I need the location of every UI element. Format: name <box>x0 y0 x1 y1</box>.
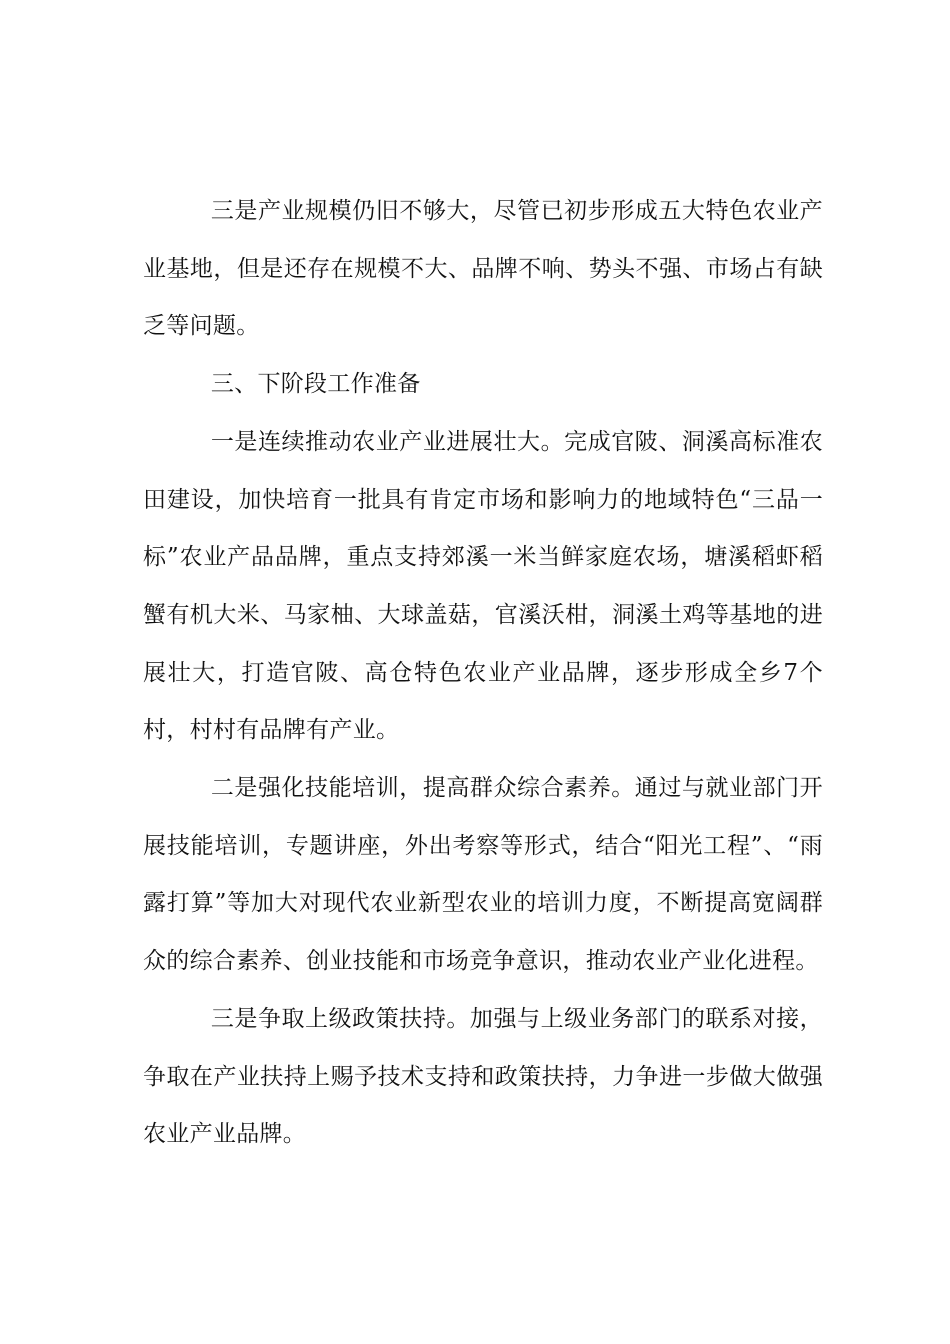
section-heading-next-stage: 三、下阶段工作准备 <box>210 371 421 398</box>
paragraph-policy-support: 三是争取上级政策扶持。加强与上级业务部门的联系对接，争取在产业扶持上赐予技术支持和政策扶持，力争进一步做大做强农业产业品牌。 <box>143 1005 823 1148</box>
document-body <box>143 183 823 1164</box>
paragraph-skills-training: 二是强化技能培训，提高群众综合素养。通过与就业部门开展技能培训，专题讲座，外出考察等形式，结合“阳光工程”、“雨露打算”等加大对现代农业新型农业的培训力度，不断提高宽阔群众的综合素养、创业技能和市场竞争意识，推动农业产业化进程。 <box>143 775 823 975</box>
paragraph-industry-scale: 三是产业规模仍旧不够大，尽管已初步形成五大特色农业产业基地，但是还存在规模不大、品牌不响、势头不强、市场占有缺乏等问题。 <box>143 198 823 340</box>
paragraph-industry-development: 一是连续推动农业产业进展壮大。完成官陂、洞溪高标准农田建设，加快培育一批具有肯定市场和影响力的地域特色“三品一标”农业产品品牌，重点支持郊溪一米当鲜家庭农场，塘溪稻虾稻蟹有机大米、马家柚、大球盖菇，官溪沃柑，洞溪土鸡等基地的进展壮大，打造官陂、高仓特色农业产业品牌，逐步形成全乡7个村，村村有品牌有产业。 <box>143 428 823 744</box>
